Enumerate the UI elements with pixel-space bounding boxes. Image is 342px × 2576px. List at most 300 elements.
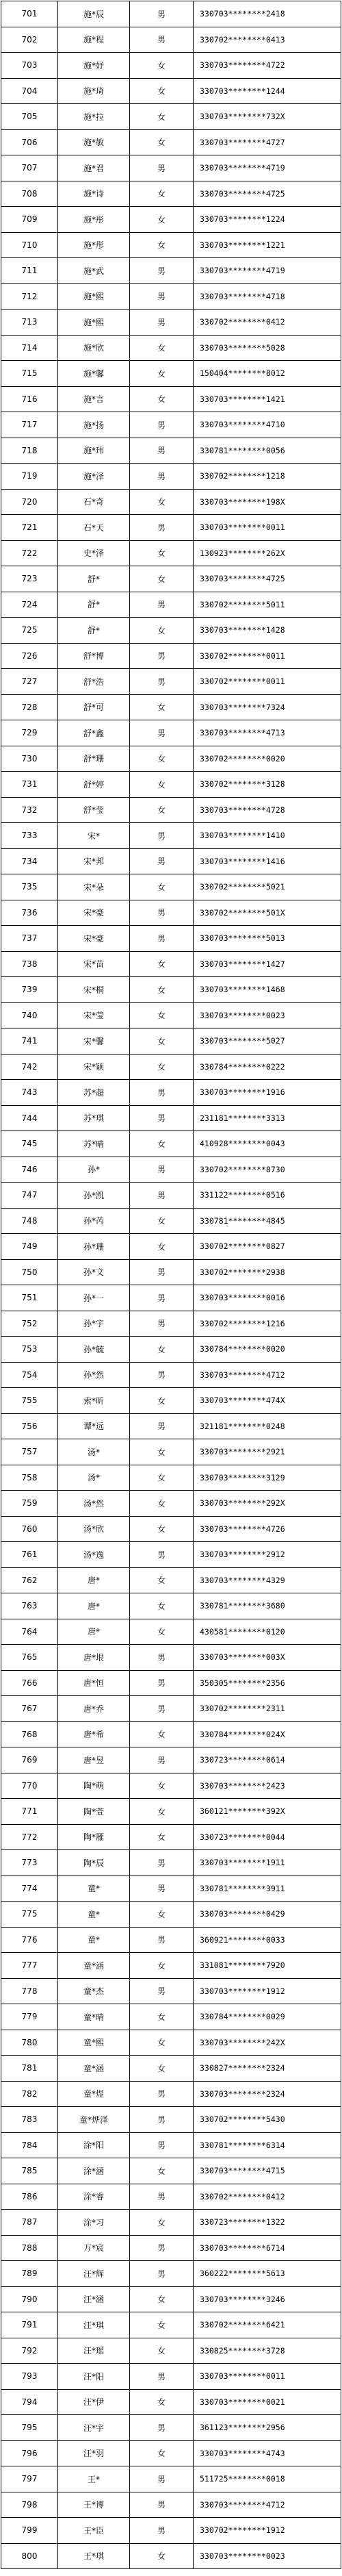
table-row <box>1 592 341 618</box>
name-cell: 宋*桐 <box>58 977 130 1003</box>
row-number-cell: 782 <box>1 2081 58 2107</box>
id-number-cell: 330702********0011 <box>194 643 341 669</box>
row-number-cell: 787 <box>1 2210 58 2236</box>
row-number-cell: 798 <box>1 2492 58 2518</box>
name-cell: 苏*琪 <box>58 1105 130 1131</box>
id-number-cell: 330703********4718 <box>194 283 341 310</box>
table-row <box>1 310 341 336</box>
row-number-cell: 786 <box>1 2184 58 2210</box>
id-number-cell: 330703********1912 <box>194 1978 341 2004</box>
id-number-cell: 330703********4715 <box>194 2158 341 2184</box>
gender-cell: 女 <box>130 2210 194 2236</box>
table-row <box>1 797 341 823</box>
id-number-cell: 150404********8012 <box>194 361 341 387</box>
id-number-cell: 350305********2356 <box>194 1670 341 1696</box>
id-number-cell: 360222********5613 <box>194 2261 341 2287</box>
id-number-cell: 330702********1912 <box>194 2518 341 2544</box>
table-row <box>1 643 341 669</box>
id-number-cell: 330703********4712 <box>194 2492 341 2518</box>
gender-cell: 女 <box>130 1516 194 1542</box>
gender-cell: 女 <box>130 1902 194 1928</box>
id-number-cell: 330703********1221 <box>194 232 341 258</box>
row-number-cell: 793 <box>1 2364 58 2390</box>
row-number-cell: 788 <box>1 2235 58 2261</box>
table-row <box>1 1413 341 1439</box>
table-row <box>1 78 341 104</box>
name-cell: 施*泽 <box>58 464 130 490</box>
row-number-cell: 775 <box>1 1902 58 1928</box>
id-number-cell: 330703********4727 <box>194 129 341 155</box>
table-row <box>1 412 341 438</box>
row-number-cell: 749 <box>1 1234 58 1260</box>
name-cell: 唐*恒 <box>58 1670 130 1696</box>
row-number-cell: 730 <box>1 746 58 772</box>
row-number-cell: 796 <box>1 2440 58 2466</box>
table-row <box>1 926 341 952</box>
name-cell: 宋*豪 <box>58 900 130 926</box>
table-row <box>1 2030 341 2056</box>
row-number-cell: 785 <box>1 2158 58 2184</box>
gender-cell: 男 <box>130 155 194 181</box>
id-number-cell: 330703********2921 <box>194 1439 341 1465</box>
id-number-cell: 330702********0412 <box>194 310 341 336</box>
row-number-cell: 743 <box>1 1080 58 1106</box>
name-cell: 汤*然 <box>58 1491 130 1517</box>
gender-cell: 男 <box>130 310 194 336</box>
name-cell: 苏*超 <box>58 1080 130 1106</box>
name-cell: 施*诗 <box>58 181 130 207</box>
row-number-cell: 724 <box>1 592 58 618</box>
table-row <box>1 258 341 284</box>
id-number-cell: 330702********2938 <box>194 1259 341 1285</box>
gender-cell: 女 <box>130 694 194 720</box>
id-number-cell: 330703********5027 <box>194 1028 341 1055</box>
row-number-cell: 791 <box>1 2312 58 2338</box>
id-number-cell: 330703********5028 <box>194 335 341 361</box>
gender-cell: 男 <box>130 1927 194 1953</box>
name-cell: 石*奇 <box>58 489 130 515</box>
name-cell: 陶*萱 <box>58 1799 130 1825</box>
id-number-cell: 330703********4719 <box>194 155 341 181</box>
name-cell: 孙*宇 <box>58 1311 130 1337</box>
name-cell: 陶*辰 <box>58 1850 130 1876</box>
gender-cell: 女 <box>130 1824 194 1850</box>
table-row <box>1 1567 341 1593</box>
gender-cell: 女 <box>130 335 194 361</box>
id-number-cell: 331122********0516 <box>194 1183 341 1209</box>
name-cell: 施*欣 <box>58 335 130 361</box>
id-number-cell: 330703********1410 <box>194 823 341 849</box>
gender-cell: 女 <box>130 951 194 977</box>
name-cell: 孙*凯 <box>58 1183 130 1209</box>
name-cell: 王*臣 <box>58 2518 130 2544</box>
row-number-cell: 758 <box>1 1465 58 1491</box>
table-row <box>1 1105 341 1131</box>
gender-cell: 男 <box>130 283 194 310</box>
row-number-cell: 702 <box>1 27 58 53</box>
name-cell: 童*杰 <box>58 1978 130 2004</box>
table-row <box>1 53 341 79</box>
gender-cell: 女 <box>130 540 194 566</box>
name-cell: 苏*晴 <box>58 1131 130 1157</box>
name-cell: 孙*芮 <box>58 1208 130 1234</box>
table-row <box>1 489 341 515</box>
id-number-cell: 330703********4713 <box>194 720 341 746</box>
id-number-cell: 330702********5011 <box>194 592 341 618</box>
table-row <box>1 1131 341 1157</box>
name-cell: 舒*博 <box>58 643 130 669</box>
name-cell: 舒* <box>58 592 130 618</box>
gender-cell: 男 <box>130 2415 194 2441</box>
table-row <box>1 104 341 130</box>
row-number-cell: 795 <box>1 2415 58 2441</box>
row-number-cell: 727 <box>1 669 58 695</box>
gender-cell: 男 <box>130 2261 194 2287</box>
name-cell: 汤*欣 <box>58 1516 130 1542</box>
id-number-cell: 330703********003X <box>194 1645 341 1671</box>
row-number-cell: 779 <box>1 2004 58 2030</box>
table-row <box>1 2004 341 2030</box>
name-cell: 唐* <box>58 1567 130 1593</box>
table-row <box>1 1670 341 1696</box>
id-number-cell: 330784********0020 <box>194 1337 341 1363</box>
id-number-cell: 330703********6714 <box>194 2235 341 2261</box>
row-number-cell: 712 <box>1 283 58 310</box>
name-cell: 汪*阳 <box>58 2364 130 2390</box>
gender-cell: 女 <box>130 2312 194 2338</box>
row-number-cell: 707 <box>1 155 58 181</box>
gender-cell: 女 <box>130 1002 194 1028</box>
id-number-cell: 330781********4845 <box>194 1208 341 1234</box>
name-cell: 施*敏 <box>58 129 130 155</box>
table-row <box>1 1645 341 1671</box>
table-row <box>1 823 341 849</box>
row-number-cell: 800 <box>1 2543 58 2569</box>
row-number-cell: 770 <box>1 1773 58 1799</box>
gender-cell: 男 <box>130 2184 194 2210</box>
gender-cell: 男 <box>130 515 194 541</box>
id-number-cell: 130923********262X <box>194 540 341 566</box>
table-row <box>1 1208 341 1234</box>
table-row <box>1 1002 341 1028</box>
name-cell: 唐* <box>58 1593 130 1619</box>
id-number-cell: 330702********0011 <box>194 669 341 695</box>
table-row <box>1 232 341 258</box>
gender-cell: 女 <box>130 232 194 258</box>
name-cell: 宋*邦 <box>58 848 130 874</box>
gender-cell: 女 <box>130 746 194 772</box>
id-number-cell: 330702********1218 <box>194 464 341 490</box>
name-cell: 施*彤 <box>58 232 130 258</box>
gender-cell: 女 <box>130 618 194 644</box>
name-cell: 宋*莹 <box>58 1002 130 1028</box>
id-number-cell: 330703********0023 <box>194 1002 341 1028</box>
table-row <box>1 848 341 874</box>
id-number-cell: 330702********8730 <box>194 1157 341 1183</box>
row-number-cell: 732 <box>1 797 58 823</box>
row-number-cell: 768 <box>1 1721 58 1747</box>
id-number-cell: 330702********2311 <box>194 1696 341 1722</box>
id-number-cell: 330723********0614 <box>194 1747 341 1773</box>
gender-cell: 男 <box>130 1850 194 1876</box>
name-cell: 孙*一 <box>58 1285 130 1311</box>
table-row <box>1 1491 341 1517</box>
table-row <box>1 1747 341 1773</box>
name-cell: 陶*雁 <box>58 1824 130 1850</box>
table-row <box>1 1183 341 1209</box>
id-number-cell: 330703********1468 <box>194 977 341 1003</box>
id-number-cell: 330703********0016 <box>194 1285 341 1311</box>
id-number-cell: 330703********1916 <box>194 1080 341 1106</box>
id-number-cell: 330784********0222 <box>194 1054 341 1080</box>
row-number-cell: 771 <box>1 1799 58 1825</box>
id-number-cell: 410928********0043 <box>194 1131 341 1157</box>
name-cell: 施*馨 <box>58 361 130 387</box>
gender-cell: 女 <box>130 977 194 1003</box>
id-number-cell: 330703********0023 <box>194 2543 341 2569</box>
table-row <box>1 1 341 27</box>
table-row <box>1 1902 341 1928</box>
row-number-cell: 745 <box>1 1131 58 1157</box>
table-row <box>1 2312 341 2338</box>
table-row <box>1 772 341 798</box>
name-cell: 施*君 <box>58 155 130 181</box>
gender-cell: 男 <box>130 1157 194 1183</box>
table-row <box>1 2210 341 2236</box>
name-cell: 索*昕 <box>58 1388 130 1414</box>
table-row <box>1 1080 341 1106</box>
name-cell: 舒*珊 <box>58 746 130 772</box>
gender-cell: 男 <box>130 2466 194 2492</box>
name-cell: 孙* <box>58 1157 130 1183</box>
id-number-cell: 330703********1416 <box>194 848 341 874</box>
id-number-cell: 330703********2418 <box>194 1 341 27</box>
row-number-cell: 708 <box>1 181 58 207</box>
table-row <box>1 2235 341 2261</box>
id-number-cell: 330723********0044 <box>194 1824 341 1850</box>
name-cell: 施*武 <box>58 258 130 284</box>
name-cell: 童*煜 <box>58 2081 130 2107</box>
id-number-cell: 360121********392X <box>194 1799 341 1825</box>
id-number-cell: 330703********242X <box>194 2030 341 2056</box>
id-number-cell: 330781********3911 <box>194 1876 341 1902</box>
gender-cell: 女 <box>130 1799 194 1825</box>
name-cell: 汪*琪 <box>58 2312 130 2338</box>
gender-cell: 女 <box>130 1337 194 1363</box>
id-number-cell: 330703********4725 <box>194 566 341 592</box>
name-cell: 施*扬 <box>58 412 130 438</box>
gender-cell: 男 <box>130 1696 194 1722</box>
table-row <box>1 1028 341 1055</box>
gender-cell: 男 <box>130 1183 194 1209</box>
id-number-cell: 330703********7324 <box>194 694 341 720</box>
name-cell: 施*琦 <box>58 78 130 104</box>
name-cell: 施*辰 <box>58 1 130 27</box>
table-row <box>1 464 341 490</box>
row-number-cell: 799 <box>1 2518 58 2544</box>
row-number-cell: 717 <box>1 412 58 438</box>
gender-cell: 男 <box>130 438 194 464</box>
name-cell: 宋* <box>58 823 130 849</box>
name-cell: 涂*习 <box>58 2210 130 2236</box>
row-number-cell: 748 <box>1 1208 58 1234</box>
gender-cell: 女 <box>130 1028 194 1055</box>
row-number-cell: 769 <box>1 1747 58 1773</box>
name-cell: 汪*宇 <box>58 2415 130 2441</box>
id-number-cell: 330703********4728 <box>194 797 341 823</box>
row-number-cell: 756 <box>1 1413 58 1439</box>
gender-cell: 女 <box>130 2056 194 2082</box>
id-number-cell: 330703********0011 <box>194 2364 341 2390</box>
row-number-cell: 757 <box>1 1439 58 1465</box>
gender-cell: 男 <box>130 1876 194 1902</box>
id-number-cell: 361123********2956 <box>194 2415 341 2441</box>
table-row <box>1 1876 341 1902</box>
name-cell: 宋*豪 <box>58 926 130 952</box>
id-number-cell: 330703********4743 <box>194 2440 341 2466</box>
id-number-cell: 330827********2324 <box>194 2056 341 2082</box>
gender-cell: 男 <box>130 1413 194 1439</box>
gender-cell: 男 <box>130 1105 194 1131</box>
id-number-cell: 330702********6421 <box>194 2312 341 2338</box>
gender-cell: 男 <box>130 2132 194 2158</box>
id-number-cell: 330703********4329 <box>194 1567 341 1593</box>
gender-cell: 女 <box>130 2004 194 2030</box>
row-number-cell: 754 <box>1 1362 58 1388</box>
gender-cell: 女 <box>130 2338 194 2364</box>
id-number-cell: 330703********292X <box>194 1491 341 1517</box>
table-row <box>1 27 341 53</box>
row-number-cell: 765 <box>1 1645 58 1671</box>
table-row <box>1 386 341 412</box>
name-cell: 陶*萌 <box>58 1773 130 1799</box>
name-cell: 宋*馨 <box>58 1028 130 1055</box>
row-number-cell: 778 <box>1 1978 58 2004</box>
table-row <box>1 900 341 926</box>
name-cell: 童* <box>58 1876 130 1902</box>
row-number-cell: 711 <box>1 258 58 284</box>
row-number-cell: 790 <box>1 2286 58 2312</box>
row-number-cell: 792 <box>1 2338 58 2364</box>
name-cell: 谭*远 <box>58 1413 130 1439</box>
row-number-cell: 726 <box>1 643 58 669</box>
gender-cell: 男 <box>130 823 194 849</box>
name-cell: 宋*颖 <box>58 1054 130 1080</box>
name-cell: 王* <box>58 2466 130 2492</box>
id-number-cell: 330703********4726 <box>194 1516 341 1542</box>
gender-cell: 男 <box>130 258 194 284</box>
id-number-cell: 330703********1911 <box>194 1850 341 1876</box>
table-row <box>1 515 341 541</box>
gender-cell: 男 <box>130 643 194 669</box>
row-number-cell: 763 <box>1 1593 58 1619</box>
row-number-cell: 746 <box>1 1157 58 1183</box>
gender-cell: 女 <box>130 1131 194 1157</box>
table-row <box>1 2132 341 2158</box>
id-number-cell: 330702********0827 <box>194 1234 341 1260</box>
name-cell: 施*程 <box>58 27 130 53</box>
table-row <box>1 1978 341 2004</box>
row-number-cell: 747 <box>1 1183 58 1209</box>
table-row <box>1 2389 341 2415</box>
gender-cell: 男 <box>130 1311 194 1337</box>
row-number-cell: 735 <box>1 874 58 900</box>
row-number-cell: 720 <box>1 489 58 515</box>
name-cell: 舒*莹 <box>58 797 130 823</box>
row-number-cell: 718 <box>1 438 58 464</box>
gender-cell: 男 <box>130 848 194 874</box>
gender-cell: 女 <box>130 2543 194 2569</box>
table-row <box>1 746 341 772</box>
row-number-cell: 719 <box>1 464 58 490</box>
table-row <box>1 874 341 900</box>
id-number-cell: 330703********3129 <box>194 1465 341 1491</box>
row-number-cell: 750 <box>1 1259 58 1285</box>
id-number-cell: 330703********1428 <box>194 618 341 644</box>
gender-cell: 男 <box>130 2081 194 2107</box>
name-cell: 汪*涵 <box>58 2286 130 2312</box>
id-number-cell: 330703********5013 <box>194 926 341 952</box>
table-row <box>1 283 341 310</box>
gender-cell: 女 <box>130 1567 194 1593</box>
name-cell: 唐*昱 <box>58 1747 130 1773</box>
row-number-cell: 704 <box>1 78 58 104</box>
table-row <box>1 1157 341 1183</box>
name-cell: 唐*希 <box>58 1721 130 1747</box>
table-row <box>1 1696 341 1722</box>
gender-cell: 男 <box>130 1362 194 1388</box>
gender-cell: 男 <box>130 1978 194 2004</box>
row-number-cell: 713 <box>1 310 58 336</box>
gender-cell: 男 <box>130 464 194 490</box>
gender-cell: 女 <box>130 78 194 104</box>
id-number-cell: 430581********0120 <box>194 1619 341 1645</box>
name-cell: 孙*然 <box>58 1362 130 1388</box>
row-number-cell: 731 <box>1 772 58 798</box>
id-number-cell: 330703********2324 <box>194 2081 341 2107</box>
row-number-cell: 752 <box>1 1311 58 1337</box>
table-row <box>1 669 341 695</box>
gender-cell: 女 <box>130 1234 194 1260</box>
id-number-cell: 330784********024X <box>194 1721 341 1747</box>
table-row <box>1 1439 341 1465</box>
row-number-cell: 721 <box>1 515 58 541</box>
table-row <box>1 694 341 720</box>
name-cell: 施*妤 <box>58 53 130 79</box>
id-number-cell: 330781********6314 <box>194 2132 341 2158</box>
gender-cell: 男 <box>130 2364 194 2390</box>
table-row <box>1 2440 341 2466</box>
name-cell: 孙*文 <box>58 1259 130 1285</box>
id-number-cell: 330703********1244 <box>194 78 341 104</box>
name-cell: 万*宸 <box>58 2235 130 2261</box>
table-row <box>1 1337 341 1363</box>
table-row <box>1 2107 341 2133</box>
id-number-cell: 330702********0412 <box>194 2184 341 2210</box>
id-number-cell: 330703********0429 <box>194 1902 341 1928</box>
row-number-cell: 794 <box>1 2389 58 2415</box>
table-row <box>1 720 341 746</box>
table-row <box>1 566 341 592</box>
row-number-cell: 762 <box>1 1567 58 1593</box>
name-cell: 涂*阳 <box>58 2132 130 2158</box>
table-row <box>1 1619 341 1645</box>
name-cell: 唐*乔 <box>58 1696 130 1722</box>
table-row <box>1 1799 341 1825</box>
row-number-cell: 706 <box>1 129 58 155</box>
row-number-cell: 715 <box>1 361 58 387</box>
table-row <box>1 1824 341 1850</box>
